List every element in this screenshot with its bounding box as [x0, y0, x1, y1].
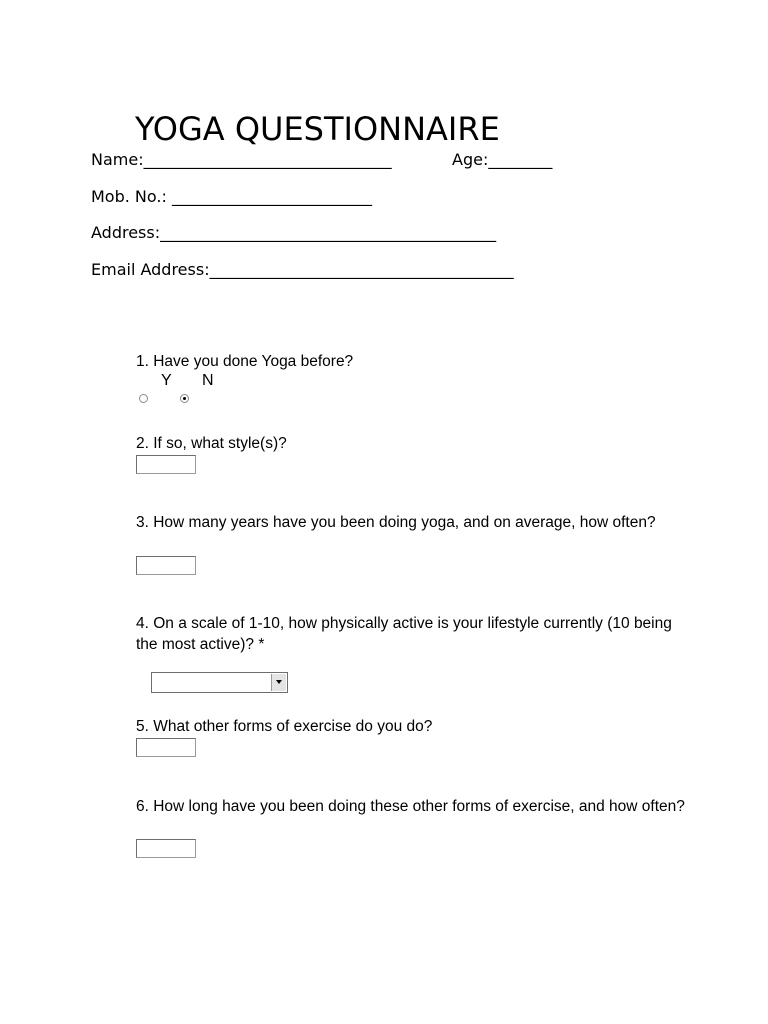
page-title: YOGA QUESTIONNAIRE	[135, 110, 500, 148]
other-exercise-input[interactable]	[136, 738, 196, 757]
question-3-text: 3. How many years have you been doing yoga, and on average, how often?	[136, 514, 656, 531]
name-field-line: Name:_______________________________	[91, 150, 392, 169]
question-2-text: 2. If so, what style(s)?	[136, 435, 287, 452]
radio-no[interactable]	[180, 394, 189, 403]
option-y-label: Y	[161, 372, 172, 389]
question-4-text: 4. On a scale of 1-10, how physically active is your lifestyle currently (10 being the most active)? *	[136, 615, 672, 653]
age-field-line: Age:________	[452, 150, 553, 169]
dropdown-button[interactable]	[271, 674, 286, 691]
question-6-text: 6. How long have you been doing these other forms of exercise, and how often?	[136, 798, 685, 815]
activity-scale-select[interactable]	[151, 672, 288, 693]
option-n-label: N	[202, 372, 214, 389]
style-input[interactable]	[136, 455, 196, 474]
radio-selected-dot	[183, 397, 186, 400]
exercise-duration-input[interactable]	[136, 839, 196, 858]
years-input[interactable]	[136, 556, 196, 575]
chevron-down-icon	[276, 680, 282, 684]
address-field-line: Address:__________________________________________	[91, 223, 497, 242]
radio-yes[interactable]	[139, 394, 148, 403]
email-field-line: Email Address:______________________________________	[91, 260, 514, 279]
mobile-field-line: Mob. No.: _________________________	[91, 187, 372, 206]
question-1-text: 1. Have you done Yoga before?	[136, 353, 354, 370]
question-5-text: 5. What other forms of exercise do you do?	[136, 718, 433, 735]
